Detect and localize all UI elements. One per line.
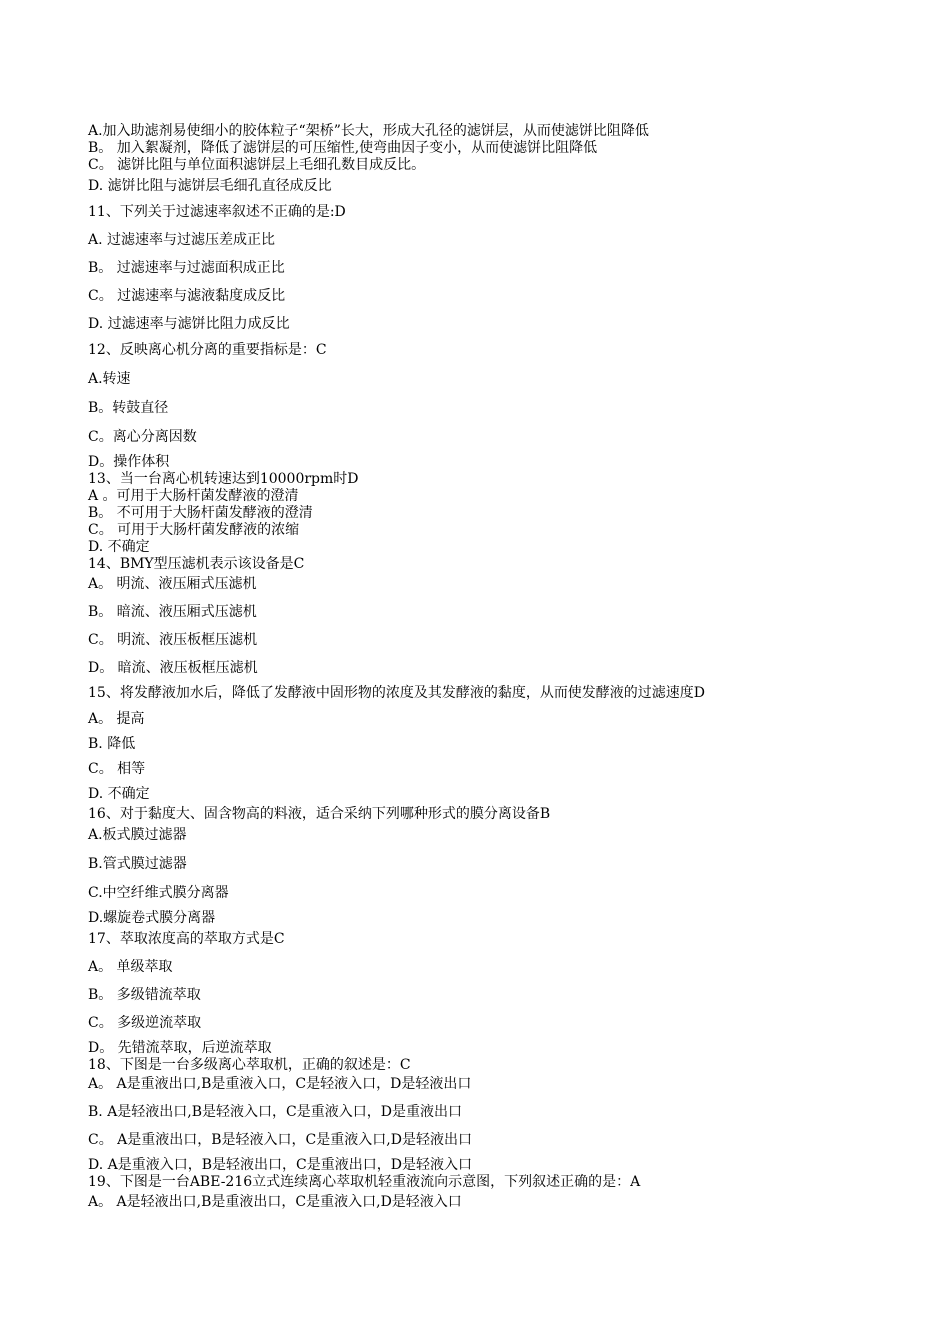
- text-line: A.加入助滤剂易使细小的胶体粒子“架桥”长大，形成大孔径的滤饼层，从而使滤饼比阻降低: [88, 123, 649, 139]
- text-line: A.板式膜过滤器: [88, 827, 187, 843]
- text-line: B。 过滤速率与过滤面积成正比: [88, 260, 285, 276]
- text-line: B。 暗流、液压厢式压滤机: [88, 604, 257, 620]
- text-line: C。 A是重液出口，B是轻液入口，C是重液入口,D是轻液出口: [88, 1132, 472, 1148]
- text-line: D. 不确定: [88, 786, 150, 802]
- question-line: 11、下列关于过滤速率叙述不正确的是:D: [88, 204, 346, 220]
- text-line: A。 A是重液出口,B是重液入口，C是轻液入口，D是轻液出口: [88, 1076, 472, 1092]
- text-line: B. 降低: [88, 736, 136, 752]
- text-line: C。 滤饼比阻与单位面积滤饼层上毛细孔数目成反比。: [88, 157, 426, 173]
- text-line: C。 相等: [88, 761, 146, 777]
- text-line: D. A是重液入口，B是轻液出口，C是重液出口，D是轻液入口: [88, 1157, 472, 1173]
- text-line: A。 提高: [88, 711, 145, 727]
- text-line: D。 先错流萃取，后逆流萃取: [88, 1040, 272, 1056]
- text-line: A。 明流、液压厢式压滤机: [88, 576, 257, 592]
- text-line: B。 加入絮凝剂，降低了滤饼层的可压缩性,使弯曲因子变小，从而使滤饼比阻降低: [88, 140, 598, 156]
- question-line: 19、下图是一台ABE-216立式连续离心萃取机轻重液流向示意图，下列叙述正确的是：A: [88, 1174, 641, 1190]
- text-line: A. 过滤速率与过滤压差成正比: [88, 232, 276, 248]
- text-line: C。 明流、液压板框压滤机: [88, 632, 258, 648]
- question-line: 14、BMY型压滤机表示该设备是C: [88, 556, 305, 572]
- text-line: D.螺旋卷式膜分离器: [88, 910, 216, 926]
- text-line: A.转速: [88, 371, 131, 387]
- question-line: 12、反映离心机分离的重要指标是：C: [88, 342, 327, 358]
- question-line: 16、对于黏度大、固含物高的料液，适合采纳下列哪种形式的膜分离设备B: [88, 806, 551, 822]
- text-line: C。 过滤速率与滤液黏度成反比: [88, 288, 286, 304]
- text-line: A。 A是轻液出口,B是重液出口，C是重液入口,D是轻液入口: [88, 1194, 462, 1210]
- text-line: D. 滤饼比阻与滤饼层毛细孔直径成反比: [88, 178, 332, 194]
- question-line: 17、萃取浓度高的萃取方式是C: [88, 931, 285, 947]
- text-line: B.管式膜过滤器: [88, 856, 187, 872]
- text-line: C。 可用于大肠杆菌发酵液的浓缩: [88, 522, 300, 538]
- text-line: A。 单级萃取: [88, 959, 173, 975]
- text-line: B。 多级错流萃取: [88, 987, 201, 1003]
- question-line: 13、当一台离心机转速达到10000rpm时D: [88, 471, 359, 487]
- text-line: D. 过滤速率与滤饼比阻力成反比: [88, 316, 290, 332]
- text-line: B. A是轻液出口,B是轻液入口，C是重液入口，D是重液出口: [88, 1104, 462, 1120]
- text-line: B。 不可用于大肠杆菌发酵液的澄清: [88, 505, 313, 521]
- text-line: D. 不确定: [88, 539, 150, 555]
- text-line: C。离心分离因数: [88, 429, 197, 445]
- question-line: 15、将发酵液加水后，降低了发酵液中固形物的浓度及其发酵液的黏度，从而使发酵液的过滤速度D: [88, 685, 706, 701]
- text-line: D。操作体积: [88, 454, 170, 470]
- text-line: B。转鼓直径: [88, 400, 169, 416]
- text-line: A 。可用于大肠杆菌发酵液的澄清: [88, 488, 299, 504]
- text-line: C.中空纤维式膜分离器: [88, 885, 229, 901]
- question-line: 18、下图是一台多级离心萃取机，正确的叙述是：C: [88, 1057, 411, 1073]
- text-line: C。 多级逆流萃取: [88, 1015, 202, 1031]
- text-line: D。 暗流、液压板框压滤机: [88, 660, 258, 676]
